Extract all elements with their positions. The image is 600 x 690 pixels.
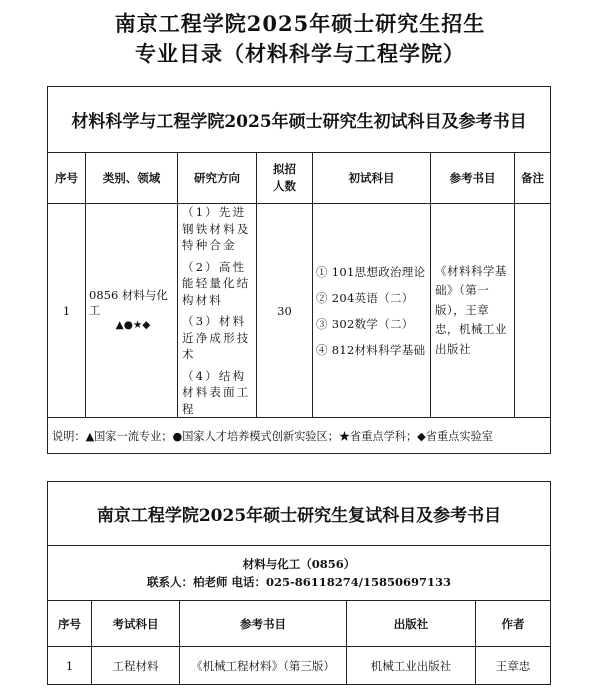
retest-row-book: 《机械工程材料》（第三版） xyxy=(180,647,347,685)
direction-item: （4）结构材料表面工程 xyxy=(182,368,251,416)
row-field xyxy=(86,204,178,418)
header-count-line1: 拟招 xyxy=(273,162,296,176)
field-name: 0856 材料与化工 xyxy=(89,288,168,317)
retest-header-author: 作者 xyxy=(476,601,551,647)
header-subjects: 初试科目 xyxy=(313,153,431,204)
row-remark xyxy=(515,204,551,418)
table-note: 说明：▲国家一流专业；●国家人才培养模式创新实验区；★省重点学科；◆省重点实验室 xyxy=(48,418,551,454)
field-marks: ▲●★◆ xyxy=(115,319,151,331)
retest-contact-info xyxy=(48,546,551,601)
contact-label: 联系人：柏老师 电话：025-86118274/15850697133 xyxy=(147,575,452,589)
retest-table xyxy=(47,481,551,685)
retest-header-subject: 考试科目 xyxy=(92,601,180,647)
row-count: 30 xyxy=(257,204,313,418)
page-title-line2: 专业目录（材料科学与工程学院） xyxy=(135,41,465,66)
page-title-line1: 南京工程学院2025年硕士研究生招生 xyxy=(114,11,486,36)
header-count-line2: 人数 xyxy=(273,179,296,193)
retest-row-publisher: 机械工业出版社 xyxy=(347,647,476,685)
direction-item: （3）材料近净成形技术 xyxy=(182,314,251,361)
header-count xyxy=(257,153,313,204)
direction-item: （2）高性能轻量化结构材料 xyxy=(182,259,251,307)
row-directions xyxy=(178,204,257,418)
retest-row-subject: 工程材料 xyxy=(92,647,180,685)
subject-item: ③ 302数学（二） xyxy=(316,316,414,331)
retest-header-publisher: 出版社 xyxy=(347,601,476,647)
table-row xyxy=(48,647,551,685)
row-books: 《材料科学基础》（第一版），王章忠，机械工业出版社 xyxy=(431,204,515,418)
retest-row-author: 王章忠 xyxy=(476,647,551,685)
subject-item: ② 204英语（二） xyxy=(316,290,414,305)
header-index: 序号 xyxy=(48,153,86,204)
retest-row-index: 1 xyxy=(48,647,92,685)
retest-table-caption: 南京工程学院2025年硕士研究生复试科目及参考书目 xyxy=(48,482,551,546)
initial-exam-table-caption: 材料科学与工程学院2025年硕士研究生初试科目及参考书目 xyxy=(48,87,551,153)
retest-header-book: 参考书目 xyxy=(180,601,347,647)
header-remark: 备注 xyxy=(515,153,551,204)
major-label: 材料与化工（0856） xyxy=(242,557,356,571)
row-subjects xyxy=(313,204,431,418)
subject-item: ① 101思想政治理论 xyxy=(316,264,426,279)
header-direction: 研究方向 xyxy=(178,153,257,204)
direction-item: （1）先进钢铁材料及特种合金 xyxy=(182,205,251,252)
initial-exam-table xyxy=(47,86,551,454)
retest-header-index: 序号 xyxy=(48,601,92,647)
subject-item: ④ 812材料科学基础 xyxy=(316,342,426,357)
row-index: 1 xyxy=(48,204,86,418)
header-field: 类别、领域 xyxy=(86,153,178,204)
header-books: 参考书目 xyxy=(431,153,515,204)
